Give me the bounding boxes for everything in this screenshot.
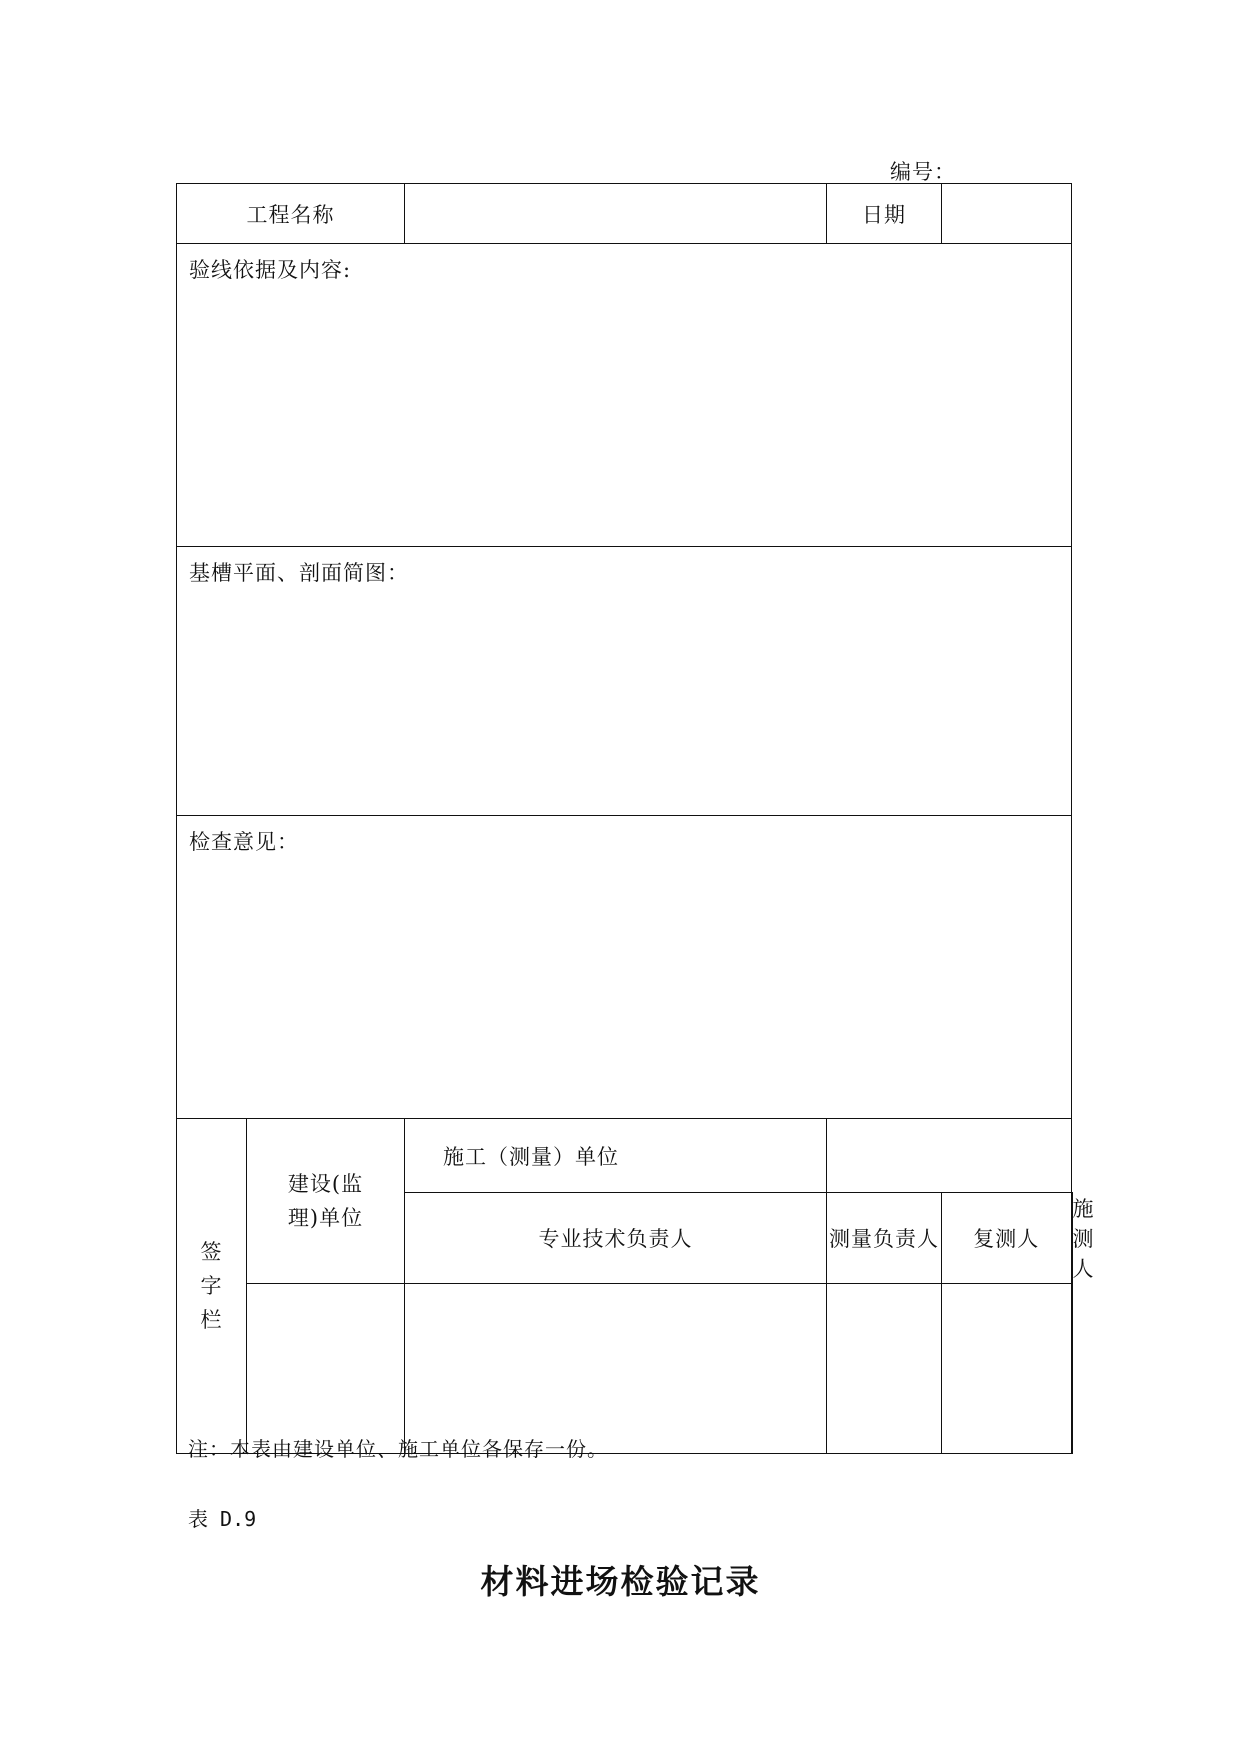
next-table-number: 表 D.9 [188,1507,257,1531]
tech-lead-label: 专业技术负责人 [405,1193,827,1284]
date-label: 日期 [827,184,942,244]
sketch-section-row [177,547,1072,816]
project-info-row [177,184,1072,244]
signature-header-row-1 [177,1119,1072,1193]
basis-section-label: 验线依据及内容: [189,258,352,282]
recheck-signature[interactable] [942,1284,1072,1454]
survey-lead-label: 测量负责人 [827,1193,942,1284]
date-value[interactable] [942,184,1072,244]
contractor-unit-value[interactable] [827,1119,1072,1193]
recheck-label: 复测人 [942,1193,1072,1284]
project-name-value[interactable] [405,184,827,244]
owner-unit-label: 建设(监理)单位 [287,1172,364,1230]
basis-section[interactable] [177,244,1072,547]
signature-column-label-cell [177,1119,247,1454]
survey-check-form-table [176,183,1095,1454]
signature-fill-row [177,1284,1072,1454]
survey-lead-signature[interactable] [827,1284,942,1454]
footnote: 注：本表由建设单位、施工单位各保存一份。 [188,1437,608,1461]
opinion-section[interactable] [177,816,1072,1119]
contractor-unit-label: 施工（测量）单位 [405,1119,827,1193]
basis-section-row [177,244,1072,547]
owner-unit-label-cell [247,1119,405,1284]
signature-header-row-2: 专业技术负责人 测量负责人 复测人 施测人 [177,1193,1072,1284]
opinion-section-row [177,816,1072,1119]
signature-column-label: 签字栏 [200,1240,223,1332]
sketch-section-label: 基槽平面、剖面简图： [189,561,409,585]
opinion-section-label: 检查意见： [189,830,299,854]
serial-number-label: 编号： [890,160,956,184]
tech-lead-signature[interactable] [405,1284,827,1454]
project-name-label: 工程名称 [177,184,405,244]
sketch-section[interactable] [177,547,1072,816]
owner-unit-signature[interactable] [247,1284,405,1454]
next-table-title: 材料进场检验记录 [480,1562,761,1601]
